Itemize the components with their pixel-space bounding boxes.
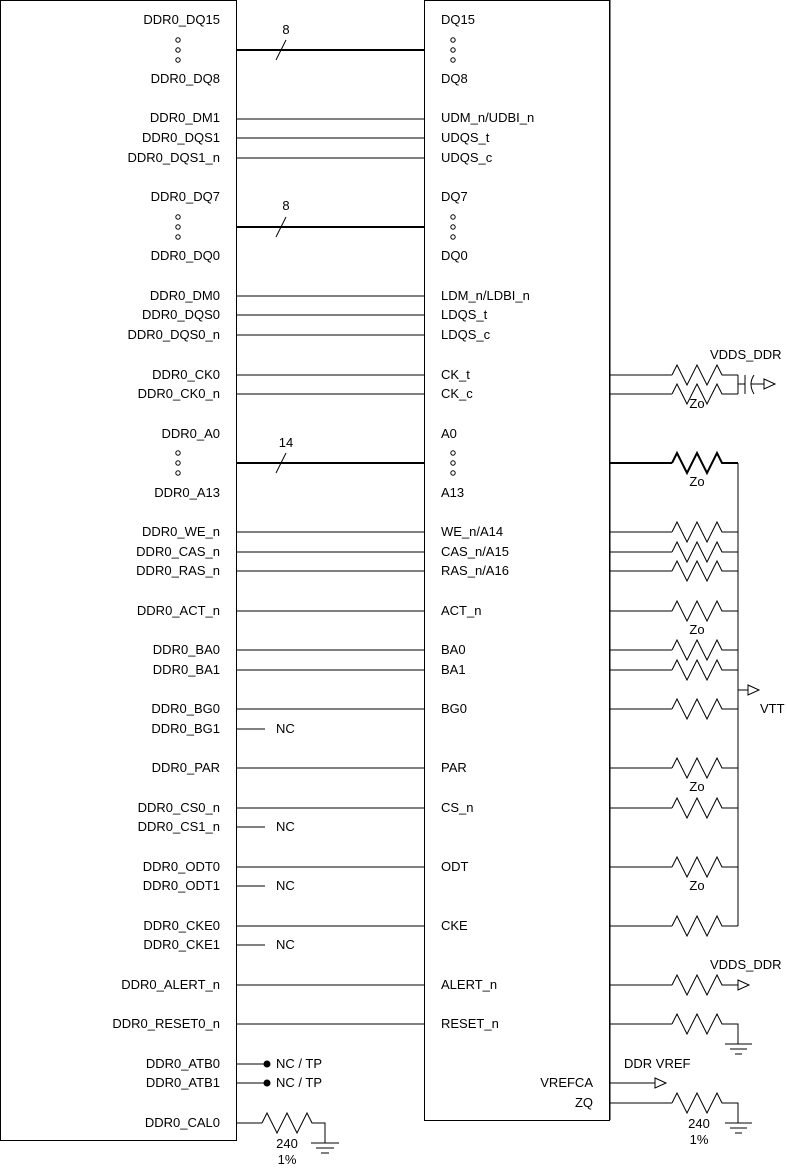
- left-pin-label: DDR0_ACT_n: [136, 603, 220, 618]
- reset-pulldown: [610, 1014, 752, 1054]
- left-pin-label: DDR0_CKE0: [143, 918, 220, 933]
- test-point-label: NC / TP: [276, 1075, 322, 1090]
- right-pin-label: LDQS_t: [441, 307, 488, 322]
- zo-resistor-label: Zo: [689, 474, 705, 489]
- left-pin-label: DDR0_DQS1_n: [127, 150, 220, 165]
- left-pin-label: DDR0_RESET0_n: [112, 1016, 220, 1031]
- vdds-ddr-rail-label: VDDS_DDR: [710, 347, 782, 362]
- ddr-vref-label: DDR VREF: [624, 1056, 691, 1071]
- atb-test-points: [237, 1061, 270, 1086]
- zo-resistor-label: Zo: [689, 878, 705, 893]
- left-pin-label: DDR0_BA0: [152, 642, 220, 657]
- right-pin-label: A13: [441, 485, 465, 500]
- test-point-label: NC / TP: [276, 1056, 322, 1071]
- right-pin-label: RESET_n: [441, 1016, 499, 1031]
- cal-resistor-value: 240: [276, 1136, 298, 1151]
- right-pin-label: BA0: [441, 642, 466, 657]
- left-pin-label: DDR0_ATB1: [145, 1075, 220, 1090]
- left-pin-label: DDR0_ODT1: [142, 878, 220, 893]
- vdds-ddr-alert-rail-label: VDDS_DDR: [710, 957, 782, 972]
- bus-slash-markers: [276, 40, 286, 473]
- right-pin-label: UDM_n/UDBI_n: [441, 110, 535, 125]
- right-pin-label: LDM_n/LDBI_n: [441, 288, 530, 303]
- left-pin-label: DDR0_WE_n: [141, 524, 220, 539]
- alert-pullup: [610, 975, 749, 995]
- right-power-pin-label: VREFCA: [540, 1075, 593, 1090]
- left-pin-label: DDR0_BA1: [152, 662, 220, 677]
- zq-resistor-value: 240: [688, 1116, 710, 1131]
- cal-resistor-tolerance: 1%: [277, 1152, 297, 1167]
- right-ic-block: [425, 1, 610, 1121]
- left-pin-label: DDR0_CK0: [152, 367, 220, 382]
- bus-width-label: 8: [282, 198, 290, 213]
- left-pin-label: DDR0_DQ0: [150, 248, 220, 263]
- left-pin-label: DDR0_BG0: [151, 701, 220, 716]
- right-pin-label: BG0: [441, 701, 468, 716]
- bus-width-label: 14: [278, 435, 294, 450]
- right-pin-label: DQ0: [441, 248, 468, 263]
- right-pin-label: CKE: [441, 918, 468, 933]
- left-pin-label: DDR0_DM1: [149, 110, 220, 125]
- left-pin-label: DDR0_DQS0_n: [127, 327, 220, 342]
- right-pin-label: UDQS_t: [441, 130, 490, 145]
- bus-lines: [237, 50, 424, 463]
- nc-label: NC: [276, 819, 295, 834]
- right-pin-label: CK_c: [441, 386, 473, 401]
- right-pin-label: WE_n/A14: [441, 524, 504, 539]
- left-pin-label: DDR0_PAR: [151, 760, 220, 775]
- vrefca-connection: [610, 1078, 666, 1088]
- left-pin-label: DDR0_DQ15: [143, 12, 220, 27]
- zq-resistor-tolerance: 1%: [689, 1132, 709, 1147]
- right-pin-label: DQ7: [441, 189, 468, 204]
- left-pin-label: DDR0_BG1: [151, 721, 220, 736]
- left-pin-label: DDR0_DQS0: [141, 307, 220, 322]
- right-pin-label: BA1: [441, 662, 466, 677]
- right-pin-label: DQ15: [441, 12, 475, 27]
- right-pin-label: RAS_n/A16: [441, 563, 509, 578]
- left-pin-label: DDR0_CS0_n: [137, 800, 220, 815]
- zo-resistor-label: Zo: [689, 779, 705, 794]
- left-pin-label: DDR0_ALERT_n: [121, 977, 220, 992]
- right-pin-label: ALERT_n: [441, 977, 498, 992]
- right-pin-label: ACT_n: [441, 603, 482, 618]
- left-pin-label: DDR0_RAS_n: [136, 563, 220, 578]
- right-pin-label: LDQS_c: [441, 327, 491, 342]
- right-power-pin-label: ZQ: [574, 1095, 593, 1110]
- zo-resistor-label: Zo: [689, 622, 705, 637]
- left-pin-label: DDR0_A13: [154, 485, 220, 500]
- left-pin-label: DDR0_ODT0: [142, 859, 220, 874]
- bus-width-label: 8: [282, 22, 290, 37]
- signal-lines: [237, 119, 424, 1024]
- right-pin-label: PAR: [441, 760, 467, 775]
- vtt-rail-label: VTT: [760, 701, 785, 716]
- right-pin-label: UDQS_c: [441, 150, 493, 165]
- left-pin-label: DDR0_CK0_n: [137, 386, 220, 401]
- left-pin-label: DDR0_A0: [161, 426, 220, 441]
- vtt-termination-network: [610, 0, 759, 1120]
- right-pin-label: ODT: [441, 859, 469, 874]
- nc-label: NC: [276, 721, 295, 736]
- right-pin-label: CAS_n/A15: [441, 544, 509, 559]
- nc-stubs: [237, 729, 265, 945]
- right-pin-label: CK_t: [441, 367, 470, 382]
- nc-label: NC: [276, 937, 295, 952]
- left-pin-label: DDR0_DQ8: [150, 71, 220, 86]
- zq-resistor: [610, 1093, 752, 1133]
- zo-resistor-label: Zo: [689, 396, 705, 411]
- left-pin-label: DDR0_CAS_n: [136, 544, 220, 559]
- right-pin-label: DQ8: [441, 71, 468, 86]
- left-pin-label: DDR0_CS1_n: [137, 819, 220, 834]
- right-pin-label: A0: [441, 426, 457, 441]
- left-pin-label: DDR0_CAL0: [144, 1115, 220, 1130]
- left-pin-label: DDR0_DM0: [149, 288, 220, 303]
- left-pin-label: DDR0_DQ7: [150, 189, 220, 204]
- left-pin-label: DDR0_ATB0: [145, 1056, 220, 1071]
- left-pin-label: DDR0_DQS1: [141, 130, 220, 145]
- right-pin-label: CS_n: [441, 800, 474, 815]
- nc-label: NC: [276, 878, 295, 893]
- left-pin-label: DDR0_CKE1: [143, 937, 220, 952]
